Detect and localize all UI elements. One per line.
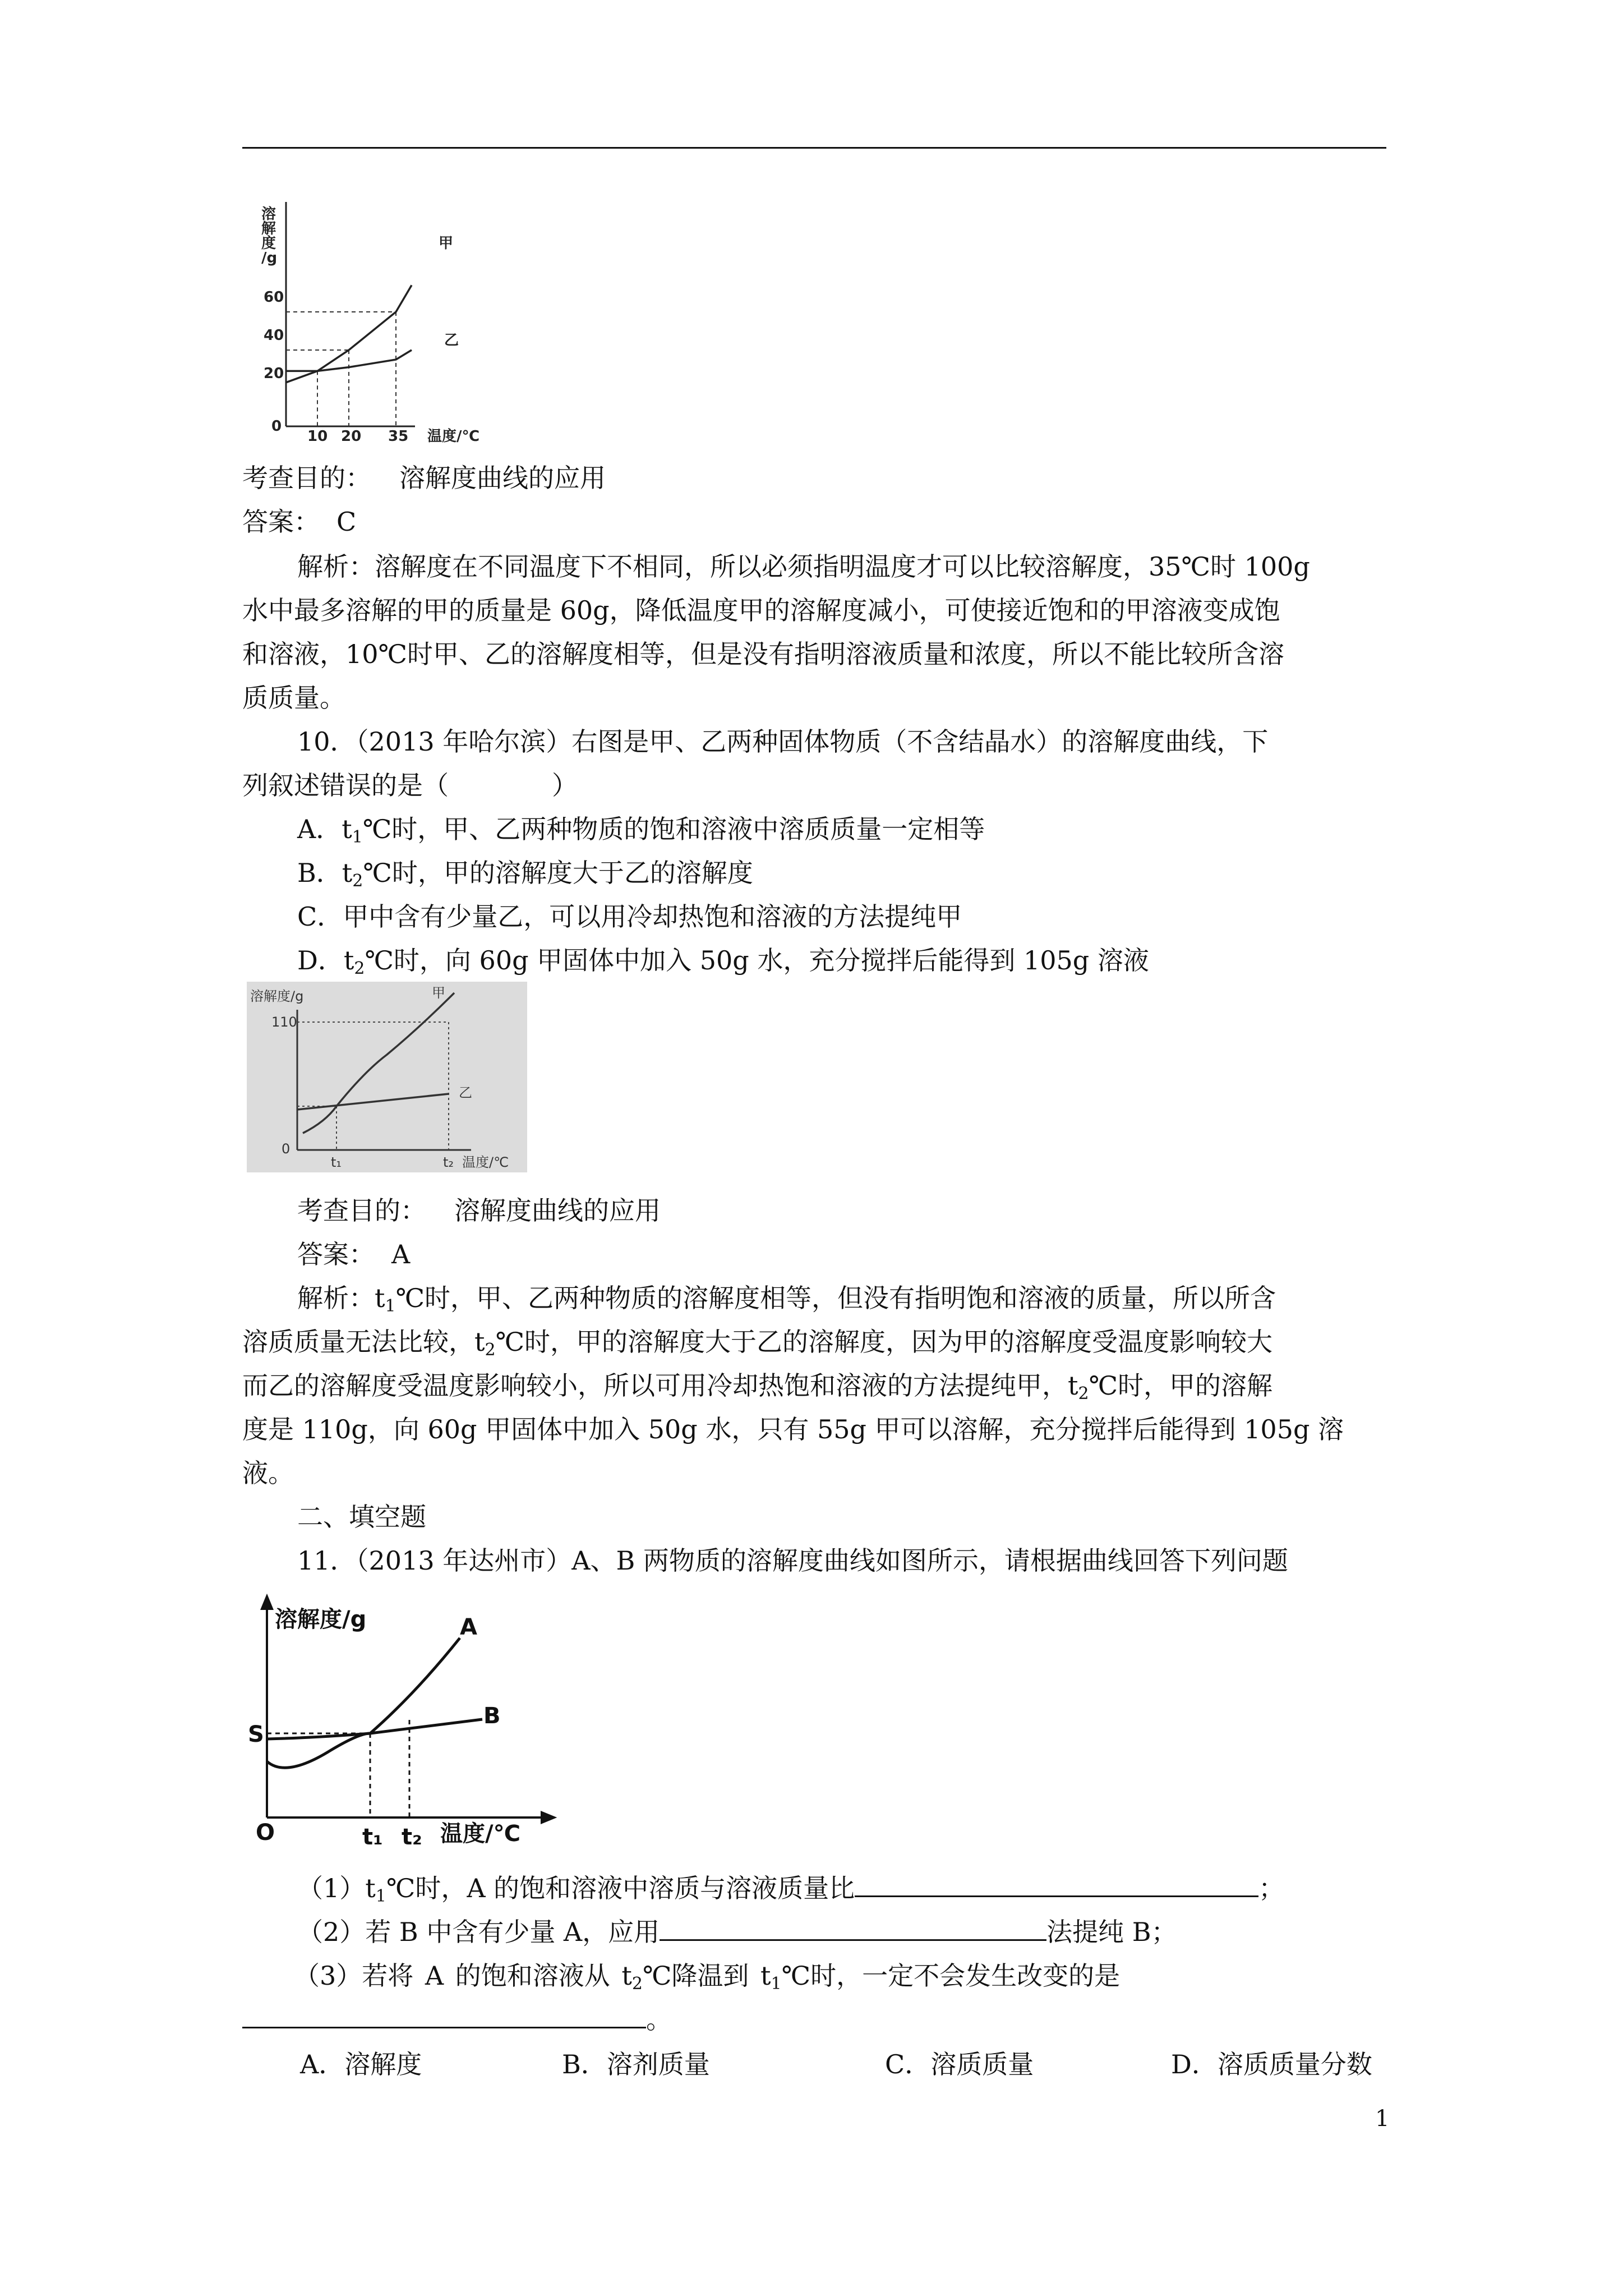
q11-option-c: C．溶质质量	[885, 2049, 1034, 2079]
q10-stem-1: 10．（2013 年哈尔滨）右图是甲、乙两种固体物质（不含结晶水）的溶解度曲线，下	[297, 726, 1269, 757]
q10-analysis-line-2: 溶质质量无法比较，$t_2℃$时，甲的溶解度大于乙的溶解度，因为甲的溶解度受温度影响较大	[242, 1327, 1273, 1360]
q9-purpose-value: 溶解度曲线的应用	[399, 463, 606, 493]
chart3-curve-a	[267, 1638, 460, 1768]
q10-stem-2: 列叙述错误的是（ ）	[242, 770, 578, 800]
chart3-series-label-b: B	[483, 1703, 501, 1729]
q9-analysis-line-4: 质质量。	[242, 683, 345, 713]
q9-answer-label: 答案：	[242, 507, 320, 537]
q10-answer	[297, 1237, 410, 1271]
chart2-xlabel: 温度/℃	[462, 1154, 509, 1170]
q10-purpose-value: 溶解度曲线的应用	[454, 1195, 661, 1226]
q10-analysis-line-5: 液。	[242, 1458, 294, 1488]
q10-purpose	[297, 1194, 661, 1227]
chart1-solubility	[247, 191, 510, 449]
chart1-xtick-20: 20	[341, 428, 362, 445]
q10-analysis-line-3: 而乙的溶解度受温度影响较小，所以可用冷却热饱和溶液的方法提纯甲，$t_2℃$时，甲的溶解	[242, 1370, 1273, 1404]
chart3-series-label-a: A	[460, 1614, 477, 1640]
q10-answer-label: 答案：	[297, 1239, 375, 1269]
chart3-y-arrow	[262, 1596, 272, 1609]
q10-analysis-line-4: 度是 110g，向 60g 甲固体中加入 50g 水，只有 55g 甲可以溶解，充分搅拌后能得到 105g 溶	[242, 1414, 1344, 1444]
q10-option-b: B．$t_2℃$时，甲的溶解度大于乙的溶解度	[297, 858, 753, 891]
chart2-xtick-t2: t₂	[443, 1154, 454, 1170]
chart2-ylabel: 溶解度/g	[250, 988, 304, 1004]
q9-analysis-line-3: 和溶液，10℃时甲、乙的溶解度相等，但是没有指明溶液质量和浓度，所以不能比较所含溶	[242, 639, 1284, 669]
chart1-series-label-jia: 甲	[439, 235, 454, 252]
q9-answer	[242, 505, 356, 539]
chart1-xtick-35: 35	[388, 428, 409, 445]
q11-part-3-answer-blank[interactable]	[242, 2004, 646, 2028]
q9-purpose	[242, 461, 606, 495]
chart2-series-label-yi: 乙	[459, 1085, 472, 1101]
chart2-xtick-t1: t₁	[331, 1154, 342, 1170]
chart1-xtick-10: 10	[307, 428, 328, 445]
chart3-solubility	[247, 1593, 561, 1851]
q10-option-d: D．$t_2℃$时，向 60g 甲固体中加入 50g 水，充分搅拌后能得到 105g 溶液	[297, 945, 1149, 978]
q9-purpose-label: 考查目的：	[242, 463, 371, 493]
chart3-ylabel: 溶解度/g	[275, 1607, 367, 1632]
q10-answer-value: A	[391, 1239, 411, 1269]
chart3-ytick-s: S	[248, 1722, 264, 1747]
q10-option-a: A．$t_1℃$时，甲、乙两种物质的饱和溶液中溶质质量一定相等	[297, 814, 985, 847]
q10-analysis-line-1: 解析：$t_1℃$时，甲、乙两种物质的溶解度相等，但没有指明饱和溶液的质量，所以所含	[297, 1283, 1276, 1316]
chart1-ytick-40: 40	[264, 327, 284, 344]
header-rule	[242, 147, 1386, 149]
q11-part-1-answer-blank[interactable]	[855, 1873, 1258, 1897]
chart3-xlabel: 温度/℃	[440, 1821, 521, 1847]
chart1-origin: 0	[271, 418, 282, 435]
chart1-ylabel-4: /g	[261, 250, 278, 266]
chart3-origin: O	[256, 1820, 275, 1846]
q9-answer-value: C	[336, 507, 357, 537]
chart1-xlabel: 温度/℃	[427, 428, 479, 445]
chart1-ylabel-3: 度	[261, 235, 276, 252]
q11-part-3-cont: 。	[242, 2003, 672, 2036]
chart2-ytick-110: 110	[271, 1014, 297, 1030]
q11-part-2: （2）若 B 中含有少量 A，应用 法提纯 B；	[297, 1917, 1177, 1947]
chart3-x-arrow	[542, 1812, 554, 1823]
q11-part-1: $(1)t_1℃$时，A 的饱和溶液中溶质与溶液质量比 ；	[297, 1873, 1285, 1906]
section-title-fill-blank: 二、填空题	[297, 1502, 426, 1532]
chart1-ytick-60: 60	[264, 289, 284, 306]
q11-option-d: D．溶质质量分数	[1171, 2049, 1372, 2079]
chart2-origin: 0	[282, 1141, 291, 1157]
q10-purpose-label: 考查目的：	[297, 1195, 426, 1226]
q11-option-a: A．溶解度	[300, 2049, 422, 2079]
page-number: 1	[1375, 2106, 1390, 2132]
q10-option-c: C．甲中含有少量乙，可以用冷却热饱和溶液的方法提纯甲	[297, 901, 962, 932]
chart3-xtick-t1: t₁	[362, 1824, 383, 1850]
chart1-series-label-yi: 乙	[444, 332, 459, 349]
q11-stem: 11．（2013 年达州市）A、B 两物质的溶解度曲线如图所示，请根据曲线回答下列问题	[297, 1545, 1288, 1576]
q9-analysis-line-2: 水中最多溶解的甲的质量是 60g，降低温度甲的溶解度减小，可使接近饱和的甲溶液变成饱	[242, 595, 1280, 625]
chart2-solubility	[247, 982, 527, 1172]
q9-analysis-line-1: 解析：溶解度在不同温度下不相同，所以必须指明温度才可以比较溶解度，35℃时 100g	[297, 551, 1310, 582]
chart2-series-label-jia: 甲	[432, 985, 445, 1001]
chart1-ytick-20: 20	[264, 365, 284, 382]
q11-option-b: B．溶剂质量	[562, 2049, 710, 2079]
q11-part-3: （3）若将 A 的饱和溶液从 $t_2℃$降温到 $t_1℃$时，一定不会发生改变的是	[294, 1961, 1121, 1994]
q11-part-2-answer-blank[interactable]	[660, 1917, 1046, 1941]
chart3-xtick-t2: t₂	[402, 1824, 422, 1850]
chart1-ylabel-1: 溶	[261, 206, 276, 223]
chart1-ylabel-2: 解	[261, 220, 276, 237]
